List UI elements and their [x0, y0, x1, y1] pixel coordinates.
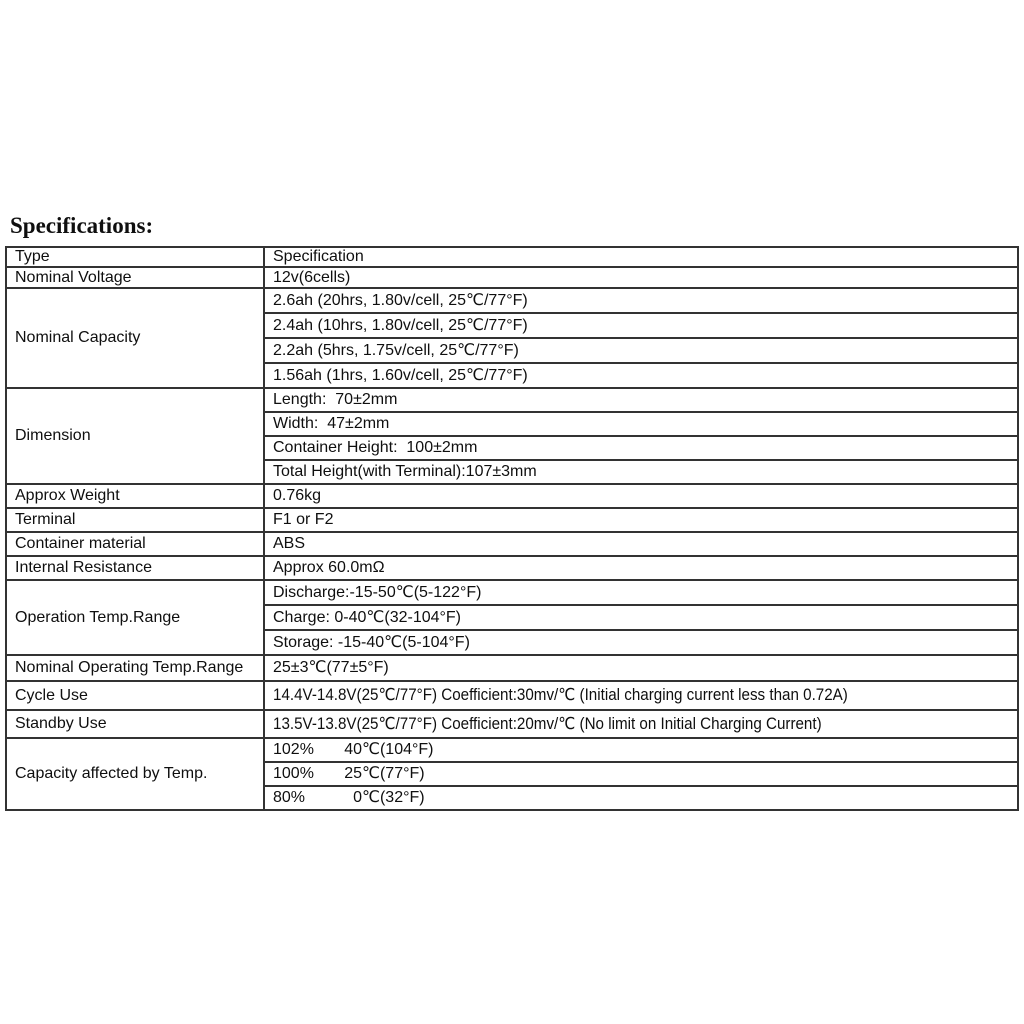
header-cell-type: Type [6, 247, 264, 267]
row-value: 2.2ah (5hrs, 1.75v/cell, 25℃/77°F) [264, 338, 1018, 363]
row-value [264, 738, 1018, 762]
row-value: 0.76kg [264, 484, 1018, 508]
row-label: Standby Use [6, 710, 264, 738]
row-value: Container Height: 100±2mm [264, 436, 1018, 460]
row-value: Storage: -15-40℃(5-104°F) [264, 630, 1018, 655]
row-approx-weight [6, 484, 1018, 508]
row-nominal-voltage [6, 267, 1018, 288]
capacity-percent: 100% [273, 765, 314, 783]
row-label: Internal Resistance [6, 556, 264, 580]
capacity-temp-unit: ℃(32°F) [362, 789, 425, 807]
row-label: Container material [6, 532, 264, 556]
row-value: 2.4ah (10hrs, 1.80v/cell, 25℃/77°F) [264, 313, 1018, 338]
row-value: Discharge:-15-50℃(5-122°F) [264, 580, 1018, 605]
row-value: 25±3℃(77±5°F) [264, 655, 1018, 681]
row-label: Capacity affected by Temp. [6, 738, 264, 810]
row-internal-resistance [6, 556, 1018, 580]
row-value: ABS [264, 532, 1018, 556]
row-nominal-capacity [6, 288, 1018, 313]
row-label: Nominal Operating Temp.Range [6, 655, 264, 681]
capacity-temp-number: 40 [344, 741, 362, 759]
row-label: Dimension [6, 388, 264, 484]
row-container-material [6, 532, 1018, 556]
row-capacity-affected [6, 738, 1018, 762]
row-value [264, 786, 1018, 810]
standby-use-value: 13.5V-13.8V(25℃/77°F) Coefficient:20mv/℃ (No limit on Initial Charging Current) [273, 714, 822, 733]
row-value: Charge: 0-40℃(32-104°F) [264, 605, 1018, 630]
row-value: 1.56ah (1hrs, 1.60v/cell, 25℃/77°F) [264, 363, 1018, 388]
row-label: Nominal Voltage [6, 267, 264, 288]
row-value [264, 710, 1018, 738]
row-label: Terminal [6, 508, 264, 532]
row-value: 2.6ah (20hrs, 1.80v/cell, 25℃/77°F) [264, 288, 1018, 313]
row-label: Nominal Capacity [6, 288, 264, 388]
page-title: Specifications: [10, 213, 154, 238]
row-value [264, 762, 1018, 786]
row-value: Width: 47±2mm [264, 412, 1018, 436]
specifications-table [5, 246, 1019, 811]
header-cell-specification: Specification [264, 247, 1018, 267]
row-cycle-use [6, 681, 1018, 710]
capacity-temp-number: 0 [353, 789, 362, 807]
row-value: Total Height(with Terminal):107±3mm [264, 460, 1018, 484]
capacity-percent: 80% [273, 789, 306, 807]
row-standby-use [6, 710, 1018, 738]
row-label: Operation Temp.Range [6, 580, 264, 655]
row-value: 12v(6cells) [264, 267, 1018, 288]
capacity-temp-unit: ℃(77°F) [362, 765, 425, 783]
row-value: F1 or F2 [264, 508, 1018, 532]
row-operation-temp-range [6, 580, 1018, 605]
row-nominal-operating-temp-range [6, 655, 1018, 681]
row-label: Approx Weight [6, 484, 264, 508]
cycle-use-value: 14.4V-14.8V(25℃/77°F) Coefficient:30mv/℃ (Initial charging current less than 0.72A) [273, 686, 848, 705]
table-header-row [6, 247, 1018, 267]
row-value: Approx 60.0mΩ [264, 556, 1018, 580]
row-dimension [6, 388, 1018, 412]
row-value: Length: 70±2mm [264, 388, 1018, 412]
capacity-percent: 102% [273, 741, 314, 759]
row-terminal [6, 508, 1018, 532]
row-value [264, 681, 1018, 710]
capacity-temp-unit: ℃(104°F) [362, 741, 434, 759]
capacity-temp-number: 25 [344, 765, 362, 783]
row-label: Cycle Use [6, 681, 264, 710]
